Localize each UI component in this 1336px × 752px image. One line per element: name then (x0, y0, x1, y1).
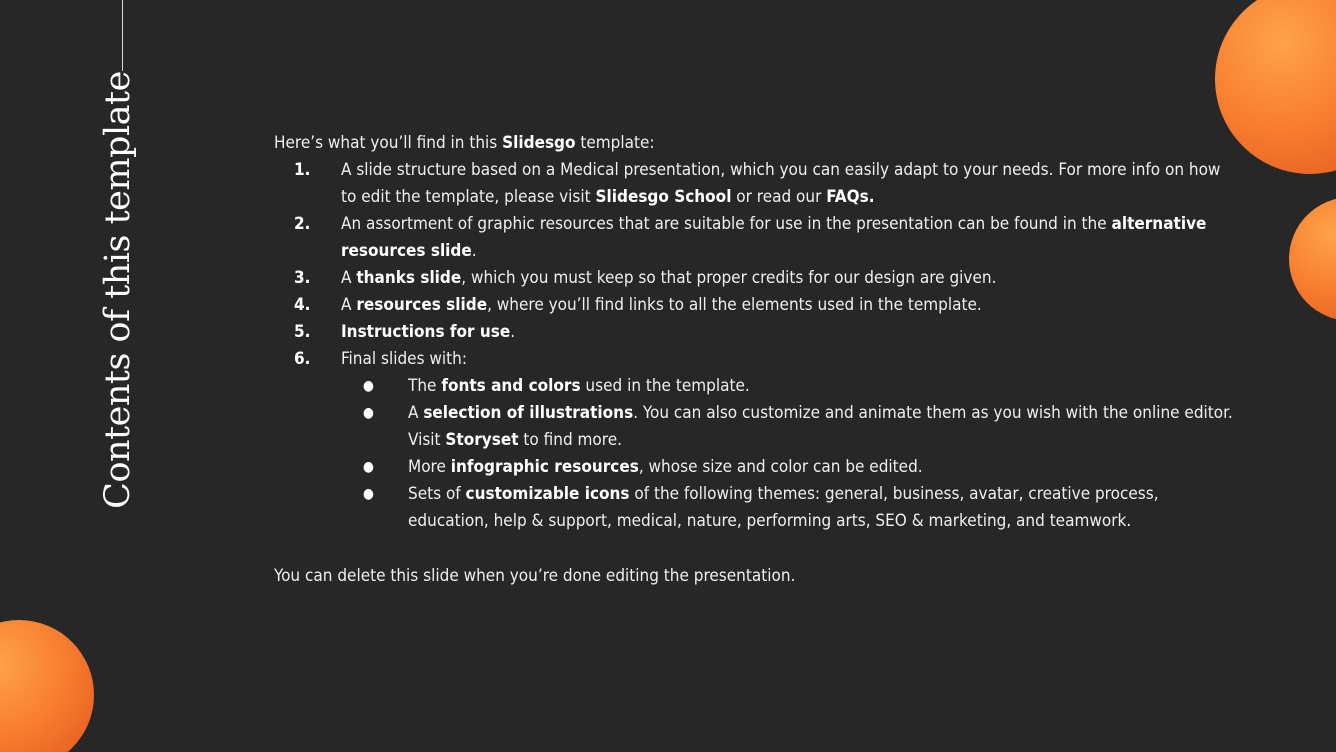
footer-note: You can delete this slide when you’re done editing the presentation. (274, 566, 796, 586)
list-item (274, 319, 1234, 346)
item-bold: alternative resources slide (341, 214, 1207, 261)
item-text: of the following themes: general, business, avatar, creative process, education, help & support, medical, nature, performing arts, SEO & marketing, and teamwork. (408, 484, 1159, 531)
sublist-item (341, 481, 1234, 535)
item-text: More (408, 457, 451, 477)
item-text: to find more. (518, 430, 622, 450)
item-number: 4. (294, 295, 311, 315)
item-bold: customizable icons (465, 484, 630, 504)
item-bold: FAQs. (826, 187, 875, 207)
list-item (274, 292, 1234, 319)
item-bold: resources slide (356, 295, 488, 315)
list-item (274, 211, 1234, 265)
item-text: or read our (731, 187, 827, 207)
contents-list (274, 157, 1234, 535)
decorative-circle-mid-right (1289, 197, 1336, 321)
item-text: . You can also customize and animate them as you wish with the online editor. Visit (408, 403, 1233, 450)
item-text: A slide structure based on a Medical presentation, which you can easily adapt to your needs. For more info on how to edit the template, please visit (341, 160, 1221, 207)
item-text: , whose size and color can be edited. (638, 457, 923, 477)
intro-text-end: template: (575, 133, 655, 153)
list-item (274, 157, 1234, 211)
item-number: 3. (294, 268, 311, 288)
item-text: A (341, 295, 357, 315)
bullet-icon: ● (363, 486, 374, 502)
sublist-item (341, 454, 1234, 481)
item-number: 1. (294, 160, 311, 180)
item-number: 6. (294, 349, 311, 369)
list-item (274, 265, 1234, 292)
intro-text: Here’s what you’ll find in this (274, 133, 503, 153)
slide-title: Contents of this template (98, 71, 138, 509)
final-slides-sublist (341, 373, 1234, 535)
item-text: The (408, 376, 442, 396)
bullet-icon: ● (363, 405, 374, 421)
item-number: 2. (294, 214, 311, 234)
content-body (274, 130, 1234, 590)
intro-paragraph (274, 130, 1234, 157)
title-divider-line (122, 0, 123, 71)
item-text: A (408, 403, 424, 423)
bullet-icon: ● (363, 459, 374, 475)
item-text: Sets of (408, 484, 466, 504)
item-bold: Storyset (445, 430, 519, 450)
item-text: . (471, 241, 477, 261)
item-bold: Slidesgo School (595, 187, 732, 207)
item-bold: selection of illustrations (423, 403, 634, 423)
item-text: . (510, 322, 516, 342)
item-text: An assortment of graphic resources that are suitable for use in the presentation can be found in the (341, 214, 1112, 234)
item-text: A (341, 268, 357, 288)
brand-name: Slidesgo (502, 133, 576, 153)
item-bold: fonts and colors (441, 376, 581, 396)
item-bold: infographic resources (450, 457, 639, 477)
sublist-item (341, 373, 1234, 400)
list-item (274, 346, 1234, 535)
decorative-circle-bottom-left (0, 620, 94, 752)
item-number: 5. (294, 322, 311, 342)
item-bold: thanks slide (356, 268, 462, 288)
item-text: , which you must keep so that proper credits for our design are given. (461, 268, 997, 288)
item-bold: Instructions for use (341, 322, 511, 342)
bullet-icon: ● (363, 378, 374, 394)
item-text: , where you’ll find links to all the elements used in the template. (487, 295, 982, 315)
sublist-item (341, 400, 1234, 454)
item-text: used in the template. (580, 376, 750, 396)
item-text: Final slides with: (341, 349, 468, 369)
